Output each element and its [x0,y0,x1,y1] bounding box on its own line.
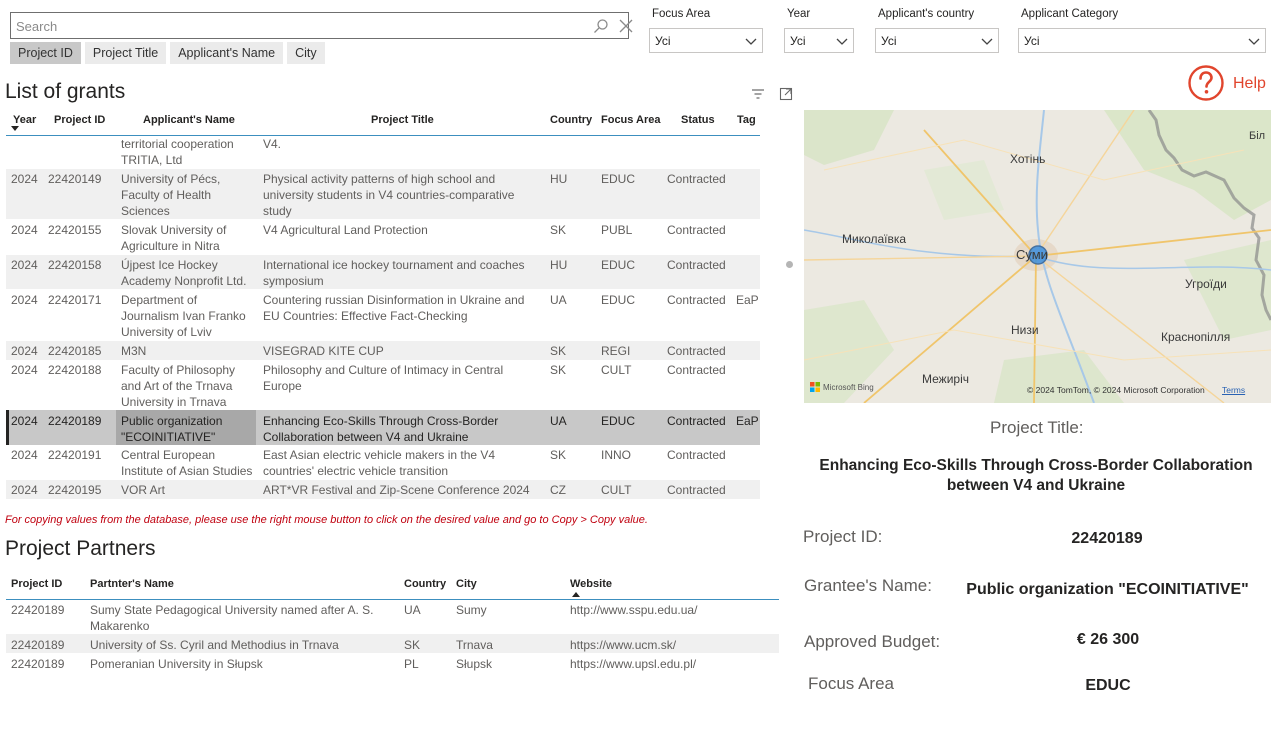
pcell-partner-name: Pomeranian University in Słupsk [90,657,263,671]
pcell-website-link[interactable]: https://www.upsl.edu.pl/ [570,657,697,671]
project-title-value: Enhancing Eco-Skills Through Cross-Border Collaboration between V4 and Ukraine [819,457,1253,494]
question-circle-icon[interactable] [1187,64,1225,102]
cell-focus-area: PUBL [601,223,633,237]
cell-applicant: Public organization "ECOINITIATIVE" [121,414,223,444]
pcol-project-id[interactable]: Project ID [11,578,63,590]
cell-country: HU [550,172,568,186]
cell-year: 2024 [11,344,38,358]
slicer-applicant-category[interactable] [1018,28,1266,53]
pcol-city[interactable]: City [456,578,477,590]
bing-logo [810,382,874,392]
map-label: Миколаївка [842,232,907,246]
cell-status: Contracted [667,414,726,428]
cell-tag: EaP [736,293,759,307]
col-project-title[interactable]: Project Title [371,114,434,126]
slicer-focus-area[interactable] [649,28,763,53]
cell-status: Contracted [667,172,726,186]
cell-focus-area: EDUC [601,258,636,272]
slicer-label-applicant-category: Applicant Category [1021,8,1119,20]
cell-title: Philosophy and Culture of Intimacy in Central Europe [263,363,504,393]
cell-applicant: Újpest Ice Hockey Academy Nonprofit Ltd. [121,258,247,288]
copy-instruction-note: For copying values from the database, please use the right mouse button to click on the desired value and go to Copy > Copy value. [5,514,648,526]
cell-title: V4 Agricultural Land Protection [263,223,428,237]
cell-country: SK [550,223,567,237]
chevron-down-icon [835,34,849,48]
col-tag[interactable]: Tag [737,114,756,126]
scroll-handle[interactable] [786,261,793,268]
cell-project-id: 22420149 [48,172,102,186]
cell-focus-area: EDUC [601,172,636,186]
grantee-name-value: Public organization "ECOINITIATIVE" [966,581,1249,598]
cell-applicant: Faculty of Philosophy and Art of the Trnava University in Trnava [121,363,236,409]
project-id-value: 22420189 [1071,530,1143,547]
cell-status: Contracted [667,483,726,497]
cell-title: VISEGRAD KITE CUP [263,344,384,358]
cell-title: International ice hockey tournament and coaches symposium [263,258,525,288]
chip-city[interactable]: City [287,42,325,64]
slicer-value: Усі [1024,34,1040,48]
pcell-website-link[interactable]: https://www.ucm.sk/ [570,638,677,652]
cell-status: Contracted [667,448,726,462]
partners-header-divider [6,599,779,600]
pcell-website-link[interactable]: http://www.sspu.edu.ua/ [570,603,698,617]
cell-country: UA [550,293,567,307]
slicer-year[interactable] [784,28,854,53]
cell-year: 2024 [11,258,38,272]
cell-project-id: 22420191 [48,448,102,462]
cell-title: ART*VR Festival and Zip-Scene Conference 2024 [263,483,530,497]
cell-status: Contracted [667,223,726,237]
cell-applicant: M3N [121,344,147,358]
chevron-down-icon [744,34,758,48]
map-label: Краснопілля [1161,330,1231,344]
pcol-country[interactable]: Country [404,578,447,590]
pcell-city: Słupsk [456,657,493,671]
cell-country: SK [550,448,567,462]
cell-country: CZ [550,483,566,497]
cell-status: Contracted [667,344,726,358]
cell-country: SK [550,363,567,377]
cell-tag: EaP [736,414,759,428]
pcol-partner-name[interactable]: Partnter's Name [90,578,174,590]
cell-project-id: 22420185 [48,344,102,358]
pcell-project-id: 22420189 [11,638,65,652]
pcell-country: UA [404,603,421,617]
cell-country: HU [550,258,568,272]
pcell-city: Sumy [456,603,487,617]
slicer-value: Усі [790,34,806,48]
pcol-website[interactable]: Website [570,578,612,590]
slicer-label-focus-area: Focus Area [652,8,711,20]
approved-budget-label: Approved Budget: [804,632,941,651]
map-label: Біл [1249,130,1266,142]
pcell-city: Trnava [456,638,493,652]
project-id-label: Project ID: [803,527,883,546]
map-terms-link[interactable]: Terms [1222,385,1246,395]
cell-status: Contracted [667,258,726,272]
cell-year: 2024 [11,483,38,497]
col-applicants-name[interactable]: Applicant's Name [143,114,235,126]
cell-project-id: 22420171 [48,293,102,307]
filter-icon[interactable] [751,87,765,101]
cell-status: Contracted [667,293,726,307]
grantee-name-label: Grantee's Name: [804,576,932,595]
partners-heading: Project Partners [5,537,156,560]
chip-project-title[interactable]: Project Title [85,42,166,64]
cell-title: Physical activity patterns of high school and university students in V4 countries-comparative study [263,172,515,218]
cell-year: 2024 [11,293,38,307]
map-label: Низи [1011,323,1039,337]
cell-project-id: 22420158 [48,258,102,272]
cell-title: East Asian electric vehicle makers in the V4 countries' electric vehicle transition [263,448,496,478]
chip-applicants-name[interactable]: Applicant's Name [170,42,283,64]
map-label: Угроїди [1185,277,1227,291]
map-label: Хотінь [1010,152,1046,166]
map-copyright: © 2024 TomTom, © 2024 Microsoft Corporation [1027,385,1205,395]
cell-applicant: University of Pécs, Faculty of Health Sciences [121,172,221,218]
focus-mode-icon[interactable] [779,87,793,101]
cell-applicant: Slovak University of Agriculture in Nitra [121,223,227,253]
cell-year: 2024 [11,172,38,186]
slicer-label-year: Year [787,8,811,20]
cell-country: UA [550,414,567,428]
microsoft-logo-icon [810,382,820,392]
cell-status: Contracted [667,363,726,377]
cell-focus-area: CULT [601,363,632,377]
focus-area-label: Focus Area [808,674,894,693]
cell-year: 2024 [11,448,38,462]
help-label[interactable]: Help [1233,75,1266,92]
selected-row-marker [6,410,9,445]
pcell-partner-name: Sumy State Pedagogical University named after A. S. Makarenko [90,603,374,633]
slicer-value: Усі [881,34,897,48]
cell-project-id: 22420188 [48,363,102,377]
cell-year: 2024 [11,414,38,428]
map-label: Суми [1016,247,1048,262]
cell-applicant: territorial cooperation TRITIA, Ltd [121,137,234,167]
cell-applicant: Central European Institute of Asian Studies [121,448,253,478]
cell-country: SK [550,344,567,358]
slicer-label-applicants-country: Applicant's country [878,8,975,20]
cell-focus-area: INNO [601,448,631,462]
chevron-down-icon [980,34,994,48]
cell-applicant: VOR Art [121,483,166,497]
chevron-down-icon [1247,34,1261,48]
col-country[interactable]: Country [550,114,593,126]
cell-title: Countering russian Disinformation in Ukraine and EU Countries: Effective Fact-Checking [263,293,525,323]
pcell-partner-name: University of Ss. Cyril and Methodius in Trnava [90,638,339,652]
map-visual[interactable] [804,110,1271,403]
search-box[interactable] [10,12,629,39]
pcell-country: PL [404,657,419,671]
col-focus-area[interactable]: Focus Area [601,114,661,126]
approved-budget-value: € 26 300 [1076,631,1140,648]
close-icon[interactable] [618,18,634,34]
col-project-id[interactable]: Project ID [54,114,106,126]
cell-title: Enhancing Eco-Skills Through Cross-Border Collaboration between V4 and Ukraine [263,414,499,444]
cell-project-id: 22420155 [48,223,102,237]
search-field-chips [10,42,325,64]
pcell-project-id: 22420189 [11,657,65,671]
cell-project-id: 22420195 [48,483,102,497]
bing-label: Microsoft Bing [823,382,874,392]
cell-focus-area: CULT [601,483,632,497]
cell-title: V4. [263,137,282,151]
cell-project-id: 22420189 [48,414,102,428]
cell-applicant: Department of Journalism Ivan Franko University of Lviv [121,293,246,339]
slicer-applicants-country[interactable] [875,28,999,53]
sort-desc-icon [11,126,19,132]
slicer-value: Усі [655,34,671,48]
chip-project-id[interactable]: Project ID [10,42,81,64]
search-icon[interactable] [593,18,609,34]
map-label: Межиріч [922,372,969,386]
col-year[interactable]: Year [13,114,37,126]
pcell-project-id: 22420189 [11,603,65,617]
cell-year: 2024 [11,223,38,237]
col-status[interactable]: Status [681,114,715,126]
pcell-country: SK [404,638,421,652]
cell-focus-area: EDUC [601,293,636,307]
focus-area-value: EDUC [1085,677,1131,694]
grants-heading: List of grants [5,80,126,103]
search-input[interactable] [16,17,576,35]
cell-year: 2024 [11,363,38,377]
project-title-label: Project Title: [990,418,1084,437]
cell-focus-area: EDUC [601,414,636,428]
cell-focus-area: REGI [601,344,631,358]
sort-asc-icon [572,591,580,597]
